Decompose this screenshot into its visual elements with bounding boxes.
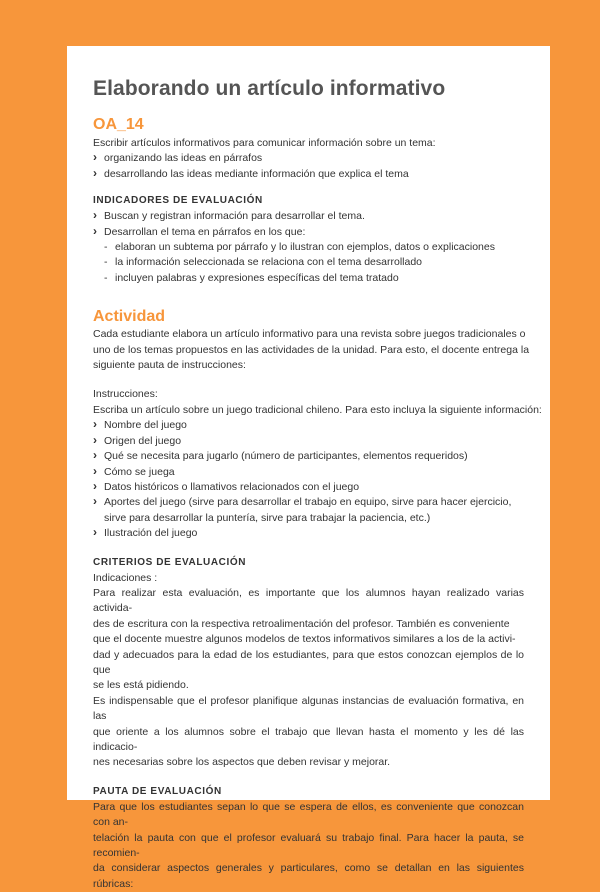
objective-intro: Escribir artículos informativos para comunicar información sobre un tema: (93, 137, 436, 149)
activity-heading: Actividad (93, 308, 166, 326)
indicators-heading: INDICADORES DE EVALUACIÓN (93, 195, 263, 207)
criteria-line: que oriente a los alumnos sobre el trabajo que llevan hasta el momento y les dé las indicacio- (93, 725, 524, 753)
rubric-line: Para que los estudiantes sepan lo que se espera de ellos, es conveniente que conozcan con an- (93, 800, 524, 829)
criteria-line: des de escritura con la respectiva retroalimentación del profesor. También es conveniente (93, 617, 510, 630)
rubric-line: telación la pauta con que el profesor evaluará su trabajo final. Para hacer la pauta, se recomien- (93, 831, 524, 860)
instruction-item: › Datos históricos o llamativos relacionados con el juego (93, 480, 524, 495)
instruction-item: › Origen del juego (93, 434, 524, 449)
indicator-item: › Desarrollan el tema en párrafos en los que: (93, 225, 524, 240)
instruction-item: › Cómo se juega (93, 465, 524, 480)
instructions-heading: Instrucciones: (93, 388, 158, 401)
instructions-intro: Escriba un artículo sobre un juego tradicional chileno. Para esto incluya la siguiente información: (93, 403, 542, 416)
criteria-line: nes necesarias sobre los aspectos que deben revisar y mejorar. (93, 756, 391, 769)
instruction-item: › Ilustración del juego (93, 526, 524, 541)
criteria-subheading: Indicaciones : (93, 571, 158, 584)
page-title: Elaborando un artículo informativo (93, 77, 446, 100)
instruction-item: › Aportes del juego (sirve para desarrollar el trabajo en equipo, sirve para hacer ejercicio, (93, 495, 524, 510)
rubric-line: da considerar aspectos generales y particulares, como se detallan en las siguientes rúbricas: (93, 862, 524, 890)
activity-line: Cada estudiante elabora un artículo informativo para una revista sobre juegos tradicionales o (93, 328, 526, 341)
activity-line: uno de los temas propuestos en las actividades de la unidad. Para esto, el docente entrega la (93, 343, 530, 356)
criteria-line: Es indispensable que el profesor planifique algunas instancias de evaluación formativa, en las (93, 694, 524, 723)
indicator-subitem: - incluyen palabras y expresiones específicas del tema tratado (93, 271, 524, 286)
objective-code: OA_14 (93, 116, 144, 133)
criteria-line: se les está pidiendo. (93, 679, 189, 692)
objective-item: › desarrollando las ideas mediante información que explica el tema (93, 167, 524, 182)
document-page (67, 46, 550, 890)
criteria-line: que el docente muestre algunos modelos de textos informativos similares a los de la activi- (93, 633, 516, 646)
objective-item: › organizando las ideas en párrafos (93, 151, 524, 166)
instruction-item-continuation: sirve para desarrollar la puntería, sirve para trabajar la paciencia, etc.) (104, 511, 431, 524)
indicator-item: › Buscan y registran información para desarrollar el tema. (93, 209, 524, 224)
criteria-line: dad y adecuados para la edad de los estudiantes, para que estos conozcan ejemplos de lo que (93, 648, 524, 676)
instruction-item: › Nombre del juego (93, 418, 524, 433)
criteria-heading: CRITERIOS DE EVALUACIÓN (93, 556, 247, 568)
criteria-line: Para realizar esta evaluación, es importante que los alumnos hayan realizado varias activida- (93, 586, 524, 615)
rubric-heading: PAUTA DE EVALUACIÓN (93, 785, 222, 797)
indicator-subitem: - la información seleccionada se relaciona con el tema desarrollado (93, 255, 524, 270)
instruction-item: › Qué se necesita para jugarlo (número de participantes, elementos requeridos) (93, 449, 524, 464)
activity-line: siguiente pauta de instrucciones: (93, 359, 246, 372)
indicator-subitem: - elaboran un subtema por párrafo y lo ilustran con ejemplos, datos o explicaciones (93, 240, 524, 255)
